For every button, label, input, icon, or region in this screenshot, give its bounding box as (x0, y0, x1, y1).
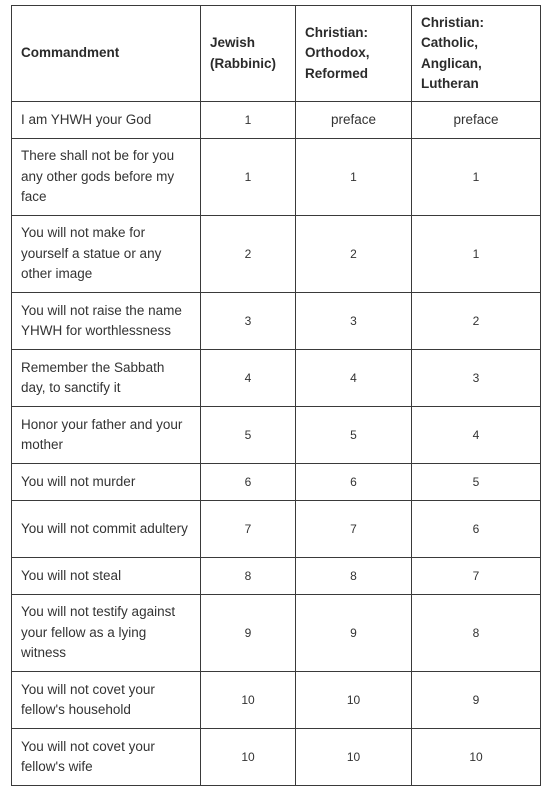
commandment-cell: There shall not be for you any other gods before my face (12, 139, 201, 216)
header-commandment: Commandment (12, 6, 201, 102)
jewish-cell: 9 (201, 595, 296, 672)
catholic-anglican-lutheran-cell: preface (412, 102, 541, 139)
catholic-anglican-lutheran-cell: 7 (412, 558, 541, 595)
table-row (12, 102, 541, 139)
catholic-anglican-lutheran-cell: 4 (412, 407, 541, 464)
orthodox-reformed-cell: 9 (296, 595, 412, 672)
jewish-cell: 3 (201, 293, 296, 350)
commandment-cell: You will not steal (12, 558, 201, 595)
commandment-cell: Remember the Sabbath day, to sanctify it (12, 350, 201, 407)
orthodox-reformed-cell: preface (296, 102, 412, 139)
catholic-anglican-lutheran-cell: 9 (412, 672, 541, 729)
table-row (12, 672, 541, 729)
commandment-cell: You will not make for yourself a statue or any other image (12, 216, 201, 293)
table-row (12, 558, 541, 595)
orthodox-reformed-cell: 7 (296, 501, 412, 558)
catholic-anglican-lutheran-cell: 2 (412, 293, 541, 350)
table-row (12, 595, 541, 672)
catholic-anglican-lutheran-cell: 3 (412, 350, 541, 407)
header-christian-catholic-anglican-lutheran: Christian: Catholic, Anglican, Lutheran (412, 6, 541, 102)
jewish-cell: 10 (201, 729, 296, 786)
orthodox-reformed-cell: 4 (296, 350, 412, 407)
header-christian-orthodox-reformed: Christian: Orthodox, Reformed (296, 6, 412, 102)
commandment-cell: You will not testify against your fellow as a lying witness (12, 595, 201, 672)
catholic-anglican-lutheran-cell: 10 (412, 729, 541, 786)
orthodox-reformed-cell: 1 (296, 139, 412, 216)
orthodox-reformed-cell: 10 (296, 729, 412, 786)
table-row (12, 350, 541, 407)
catholic-anglican-lutheran-cell: 1 (412, 216, 541, 293)
table-header-row (12, 6, 541, 102)
jewish-cell: 1 (201, 139, 296, 216)
orthodox-reformed-cell: 5 (296, 407, 412, 464)
table-row (12, 729, 541, 786)
commandments-table (11, 5, 541, 786)
table-row (12, 293, 541, 350)
commandment-cell: You will not commit adultery (12, 501, 201, 558)
jewish-cell: 10 (201, 672, 296, 729)
catholic-anglican-lutheran-cell: 8 (412, 595, 541, 672)
orthodox-reformed-cell: 8 (296, 558, 412, 595)
header-jewish: Jewish (Rabbinic) (201, 6, 296, 102)
table-row (12, 501, 541, 558)
jewish-cell: 7 (201, 501, 296, 558)
commandment-cell: I am YHWH your God (12, 102, 201, 139)
jewish-cell: 2 (201, 216, 296, 293)
catholic-anglican-lutheran-cell: 1 (412, 139, 541, 216)
orthodox-reformed-cell: 2 (296, 216, 412, 293)
table-row (12, 139, 541, 216)
catholic-anglican-lutheran-cell: 5 (412, 464, 541, 501)
orthodox-reformed-cell: 3 (296, 293, 412, 350)
table-row (12, 216, 541, 293)
jewish-cell: 4 (201, 350, 296, 407)
jewish-cell: 6 (201, 464, 296, 501)
commandment-cell: You will not covet your fellow's wife (12, 729, 201, 786)
commandment-cell: Honor your father and your mother (12, 407, 201, 464)
jewish-cell: 8 (201, 558, 296, 595)
orthodox-reformed-cell: 10 (296, 672, 412, 729)
commandment-cell: You will not covet your fellow's household (12, 672, 201, 729)
jewish-cell: 5 (201, 407, 296, 464)
table-row (12, 407, 541, 464)
commandment-cell: You will not raise the name YHWH for worthlessness (12, 293, 201, 350)
table-row (12, 464, 541, 501)
commandment-cell: You will not murder (12, 464, 201, 501)
jewish-cell: 1 (201, 102, 296, 139)
catholic-anglican-lutheran-cell: 6 (412, 501, 541, 558)
orthodox-reformed-cell: 6 (296, 464, 412, 501)
